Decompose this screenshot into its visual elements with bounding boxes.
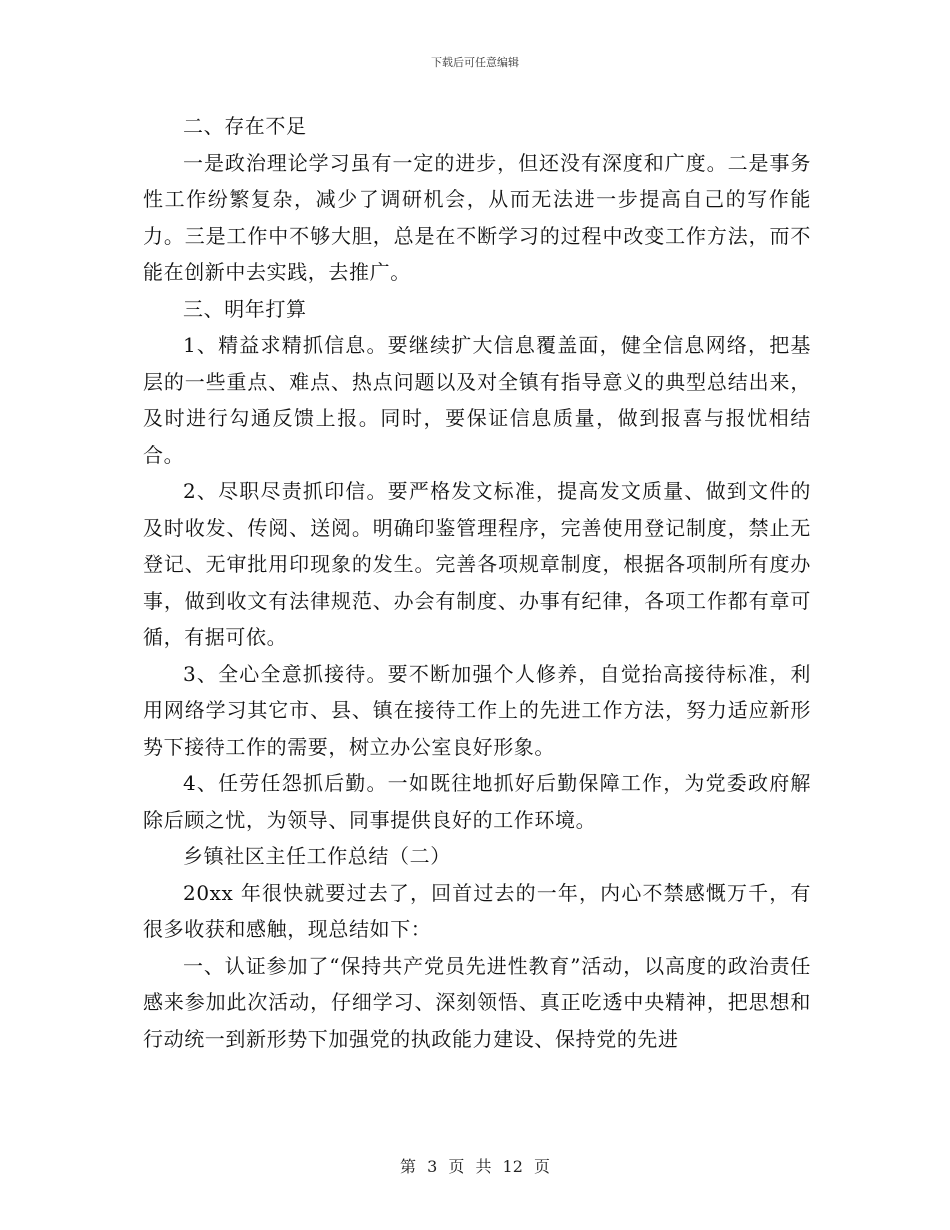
section-heading-shortcomings: 二、存在不足 — [183, 114, 307, 138]
document-body — [143, 108, 811, 1057]
paragraph-plan-logistics: 4、任劳任怨抓后勤。一如既往地抓好后勤保障工作，为党委政府解除后顾之忧，为领导、同事提供良好的工作环境。 — [143, 771, 811, 832]
paragraph-plan-reception: 3、全心全意抓接待。要不断加强个人修养，自觉抬高接待标准，利用网络学习其它市、县、镇在接待工作上的先进工作方法，努力适应新形势下接待工作的需要，树立办公室良好形象。 — [143, 661, 811, 759]
paragraph-education-activity: 一、认证参加了“保持共产党员先进性教育”活动，以高度的政治责任感来参加此次活动，仔细学习、深刻领悟、真正吃透中央精神，把思想和行动统一到新形势下加强党的执政能力建设、保持党的先进 — [143, 953, 811, 1051]
section-heading-next-year-plan: 三、明年打算 — [183, 296, 307, 321]
paragraph-plan-information: 1、精益求精抓信息。要继续扩大信息覆盖面，健全信息网络，把基层的一些重点、难点、热点问题以及对全镇有指导意义的典型总结出来，及时进行勾通反馈上报。同时，要保证信息质量，做到报喜与报忧相结合。 — [143, 333, 811, 467]
page-header: 下载后可任意编辑 — [431, 56, 519, 69]
paragraph-plan-seals: 2、尽职尽责抓印信。要严格发文标准，提高发文质量、做到文件的及时收发、传阅、送阅。明确印鉴管理程序，完善使用登记制度，禁止无登记、无审批用印现象的发生。完善各项规章制度，根据各项制所有度办事，做到收文有法律规范、办会有制度、办事有纪律，各项工作都有章可循，有据可依。 — [143, 479, 811, 649]
document-subtitle: 乡镇社区主任工作总结（二） — [183, 844, 451, 868]
paragraph-shortcomings: 一是政治理论学习虽有一定的进步，但还没有深度和广度。二是事务性工作纷繁复杂，减少了调研机会，从而无法进一步提高自己的写作能力。三是工作中不够大胆，总是在不断学习的过程中改变工作方法，而不能在创新中去实践，去推广。 — [143, 150, 811, 284]
paragraph-intro: 20xx 年很快就要过去了，回首过去的一年，内心不禁感慨万千，有很多收获和感触，现总结如下： — [143, 880, 811, 941]
page-footer: 第 3 页 共 12 页 — [400, 1157, 550, 1176]
